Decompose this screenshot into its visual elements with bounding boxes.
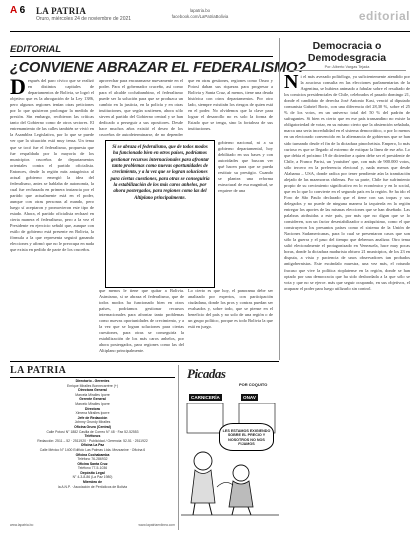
website: www.lapatria.bo [10,523,34,527]
web-links [160,8,240,20]
cartoon-title: Picadas [187,366,226,381]
staff-role: Directorio - Gerentes [75,379,110,383]
shop-sign-butcher: CARNICERÍA [191,395,220,400]
staff-detail: Marcela Miralles Iporre [75,392,110,397]
paper-name: LA PATRIA [36,6,87,16]
editorial-column-2-bottom: que menos le tiene que quitar a Bolivia. Asimismo, si se abraza el federalismo, que de todos modos ha funcionado bien en otros países, podríamos gestionar recursos internacionales para afrontar tanto problemas como nuevas oportunidades de crecimiento, y a la vez que se logran soluciones para ciertas cuestiones, para otras se conseguiría la estabilización de los más caros anhelos, por ahora postergados, para regiones como las del Altiplano principalmente. [99,288,184,354]
website: lapatria.bo [189,8,211,13]
staff-detail: N° 4-3-8-86 (La Paz 1980) [72,475,113,480]
facebook-link: facebook.com/LaPatriaBolivia [171,14,229,19]
website-alt: www.lapatriaenlinea.com [138,523,175,527]
divider [288,70,406,71]
staff-role: Directora General [78,388,107,393]
staff-detail: Teléfono 77-5-1036 [77,466,108,471]
staff-detail: Redacción: 2511 – 52 · 2511920 · Publicidad / Gerencia: 52-51 · 2511922 [37,438,148,443]
masthead-box [10,365,175,530]
staff-detail: Enrique Miralles Bonnecarrère (+) [67,383,118,388]
dropcap: D [10,78,26,99]
staff-role: Oficina Cochabamba [75,452,110,457]
staff-detail: Calle Potosí N° 1882 Casilla de Correo N° 48 · Fax 52-52553 [46,429,139,434]
staff-role: Oficina Santa Cruz [77,461,108,466]
article-byline: Por: Alberto Vargas Tejada [324,65,370,69]
article-title: Democracia o Demodesgracia [307,40,387,64]
staff-detail: Calle México N° 1400 Edificio Las Palmas Ltda. Mezzanine · Oficina 6 [39,447,146,452]
article-body: Ni el más avezado politólogo, ya suficientemente atendido por la acuciosa consulta en las elecciones parlamentarias de la Argentina, se hubiera animado a fabular sobre el resultado de los comicios presidenciales de Chile, celebrados el pasado domingo 21, donde el candidato de derecha José Antonio Kast, venció al diputado comunista Gabriel Boric, con una diferencia del 28,30 %, sobre el 25 % de los votos, en un universo total del 50 % del padrón de sufragantes. Si bien es cierto que en ese país transandino no existe la obligatoriedad de votar, en su mismo cierto que la abstención señalada, marca una seria incredulidad en el sistema democrático, o por lo menos en un electorado convencido en la alternancia de gobiernos que se han sido turnando desde el fin de la dictadura pinochetista. Empero, lo más curioso es que se llegado al extremo de extirpar la línea de ese año. Lo que debía el próximo 19 de diciembre a quien debe ser el presidente de Chile, a Franco Parisi, un 'youtuber' que, con más de 900.000 votos, sólo tercero en la preferencia electoral y, nada menos que desde Alabama – USA, donde radica por tener pendiente aún la tramitación alejado de las mazmorras chilenas. Por su parte, Chile fue sufrimiento propio de su crecimiento significativo en lo económico y en lo social, que en lo que lo convierte en el segundo país en la región. Se ha ido el Foro de São Paulo declarado que el tiene con sus tropas y sus delegados y no puede de ninguna manera la izquierda en la región entregar los aportes de las mismas elecciones que se han diseñado. Las palabras atribuidas a este país, por más que no digan que se lo consideren, son un factor desestabilizador o antiquísimo, como el que construyeron los presuntos países como el sistema de la Unión de Naciones Sudamericanas, para lo cual se presentaron casos que son sólo la guerra y el paso del tiempo que debemos analizar. Otro tema salió electoralmente el protagonizado en Venezuela, hace muy pocas horas, donde la dictadura madurista obtuvo 21 municipios, de los 23 en disputa, a vista y paciencia de unos observadores tan probados antigobernistas. Este escándalo muestra, una vez más, el rotundo fracaso que vive la política rioplatense en la región, donde se han optado por una democracia que ha sido desbordada a la que sólo se vota y que no se ejerce. más que seguir ocupando, en sus objetivos, el acaparar el poder para luego utilizarlo sin control. [284,74,410,291]
staff-role: Oficina Oruro (Central) [74,424,111,429]
editorial-column-2: aprovechar para encaramarse nuevamente en el poder. Para el gobernador cruceño, así como para el alcalde cochabambino, el federalismo puede ser la solución para que se produzca un cambio en la justicia, en la policía y en otras instituciones, que según sostienen, ahora sólo sirven al partido del Gobierno central y se han dedicado a perseguir a sus opositores. Desde hace muchos años existió el deseo de los cruceños de autodeterminarse, de no depender [99,78,183,138]
staff-role: Miembro de [82,480,103,485]
shop-sign: ONAV [243,395,256,400]
editorial-column-3-bottom: Lo cierto es que hoy, el panorama debe ser analizado por expertos, con participación ciudadana, donde los pros y contras puedan ser evaluados y, sobre todo, que se piense en el beneficio del país y no solo de una región o de un grupo político, porque es todo Bolivia la que está en juego. [188,288,273,330]
staff-role: Depósito Legal [80,470,105,475]
page-header [10,5,410,32]
divider [10,361,279,362]
column-divider [279,38,280,360]
cartoon-drawing [181,403,279,527]
issue-date: Oruro, miércoles 24 de noviembre de 2021 [36,16,132,22]
section-name: editorial [358,9,410,23]
editorial-headline: ¿CONVIENE ABRAZAR EL FEDERALISMO? [10,60,306,76]
cartoon-panel [178,365,279,530]
pull-quote: Si se abraza el federalismo, que de todos modos ha funcionado bien en otros países, podríamos gestionar recursos internacionales para afrontar tanto problemas como nuevas oportunidades de crecimiento, y a la vez que se logran soluciones para ciertas cuestiones, para otras se conseguiría la estabilización de los más caros anhelos, por ahora postergados, para regiones como las del Altiplano principalmente. [105,140,215,288]
staff-list [10,379,175,489]
staff-role: Jefe de Redacción [77,415,108,420]
staff-detail: Marcelo Miralles Iporre [75,401,110,406]
staff-role: Teléfonos [84,434,101,439]
staff-role: Directora [85,406,100,411]
staff-role: Oficina La Paz [80,443,105,448]
masthead-title: LA PATRIA [10,365,67,376]
divider [10,56,273,57]
dropcap: N [284,74,299,93]
speech-bubble: LES ESTAMOS EXIGIENDO SOBRE EL PRECIO Y NOSOTROS NO NOS FIJAMOS [219,423,274,451]
staff-role: Gerente General [79,397,106,402]
staff-detail: la A.N.P. · Asociación de Periódicos de Bolivia [57,484,128,489]
editorial-label: EDITORIAL [10,44,62,55]
staff-detail: Johnny Grundy Miralles [74,420,111,425]
editorial-column-3-continued: gobierno nacional, ni a su gobierno departamental, hoy debilitado en sus bases y con autoridades que buscan ver qué hacen para que se pueda restituir su prestigio. Cuando se plantea una reforma estructural de esa magnitud, se requiere de una [218,140,273,194]
divider [10,377,175,378]
editorial-column-3: que en otras gestiones, regiones como Oruro y Potosí daban sus riquezas para progresar a Bolivia y Santa Cruz, al menos, tiene una deuda histórica con otros departamentos. Por otro lado, siempre existirán los riesgos de quien está en el poder. No olvidemos que la clave para lograr el desarrollo no es solo la forma de Estado que se tenga, sino la fortaleza de sus instituciones. [188,78,273,132]
staff-detail: Ximena Miralles Iporre [75,411,110,416]
staff-detail: Teléfono 76-286932 [77,457,108,462]
editorial-column-1: Después del paro cívico que se realizó en distintos capitales de departamentos de Bolivia, se logró el objetivo que es la abrogación de la Ley 1386, pero algunos regiones tenían otras peticiones por lo que quisieron prolongar la medida de presión. Sin embargo, recibieron las críticas tanto del Gobierno como de otros sectores. El entrenamiento de las calles también se vivió en la Asamblea Legislativa, por lo que se puede ver que la situación está muy tensa. Un tema que se tocó fue el federalismo, propuesta que fue respaldada por la mayoría de los municipios cruceños de departamentos orientales contra el partido oficialista. Entonces, desde la región más antagónica al actual gobierno emergió la idea del federalismo, antes se hablaba de autonomía, la cual fue rechazada en primera instancia por el partido que actualmente está en el poder, aunque con otras personas al mando, pero luego sí aceptaron y promovieron este tipo de estado. Ahora, el partido oficialista rechazó en cierta manera el federalismo, pero a la vez el Presidente en ejercicio señaló que, aunque con estilo de gobierno está presente en Bolivia, la fórmula a la que representa seguirá ganando elecciones y afirmó que no le preocupa en nada que exista en pedido de parte de los cruceños. [10,78,94,253]
page-number: A 6 [10,5,26,16]
cartoon-byline: POR COQUITO [239,382,268,387]
masthead-footer [10,523,175,527]
